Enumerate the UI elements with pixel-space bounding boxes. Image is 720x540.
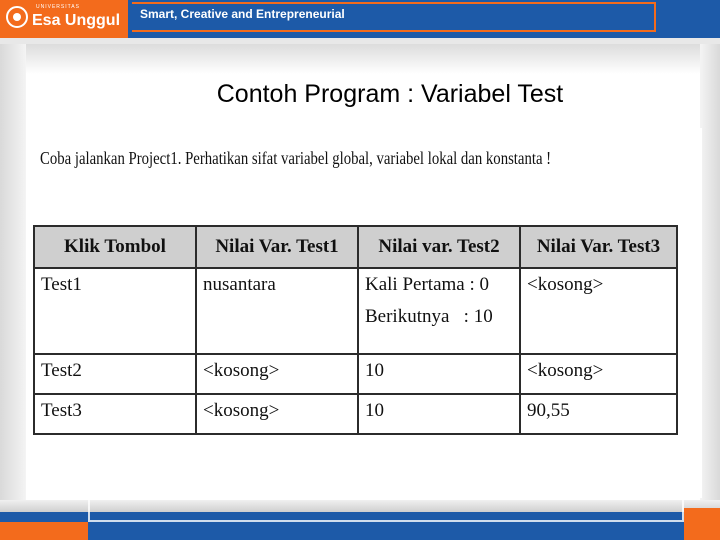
table-cell: 10	[358, 354, 520, 394]
table-cell: <kosong>	[520, 354, 677, 394]
table-row	[34, 354, 677, 394]
footer-outline-decoration	[88, 500, 684, 522]
table-cell: <kosong>	[196, 354, 358, 394]
cell-line: Kali Pertama : 0	[365, 274, 489, 295]
table-cell: nusantara	[196, 268, 358, 354]
column-header: Klik Tombol	[34, 226, 196, 268]
column-header: Nilai Var. Test3	[520, 226, 677, 268]
footer-accent-left	[0, 522, 88, 540]
cell-line: Berikutnya : 10	[365, 306, 493, 327]
variable-table	[33, 225, 678, 435]
table-row	[34, 394, 677, 434]
logo-emblem-icon	[6, 6, 28, 28]
column-header: Nilai Var. Test1	[196, 226, 358, 268]
table-header-row	[34, 226, 677, 268]
table-cell: Test3	[34, 394, 196, 434]
slide-title: Contoh Program : Variabel Test	[216, 80, 564, 108]
header-tagline: Smart, Creative and Entrepreneurial	[140, 7, 345, 21]
instruction-text: Coba jalankan Project1. Perhatikan sifat variabel global, variabel lokal dan konstanta !	[40, 148, 552, 168]
table-row	[34, 268, 677, 354]
table-cell: Test2	[34, 354, 196, 394]
logo-text: Esa Unggul	[32, 12, 121, 29]
top-gradient	[0, 44, 720, 74]
logo-subtitle: UNIVERSITAS	[36, 4, 80, 10]
logo	[0, 0, 128, 38]
table-cell: 90,55	[520, 394, 677, 434]
table-cell: 10	[358, 394, 520, 434]
table-cell: <kosong>	[520, 268, 677, 354]
table-cell	[358, 268, 520, 354]
column-header: Nilai var. Test2	[358, 226, 520, 268]
footer-accent-right	[684, 508, 720, 540]
left-gradient	[0, 44, 26, 500]
right-gradient	[700, 44, 720, 500]
table-cell: Test1	[34, 268, 196, 354]
table-cell: <kosong>	[196, 394, 358, 434]
